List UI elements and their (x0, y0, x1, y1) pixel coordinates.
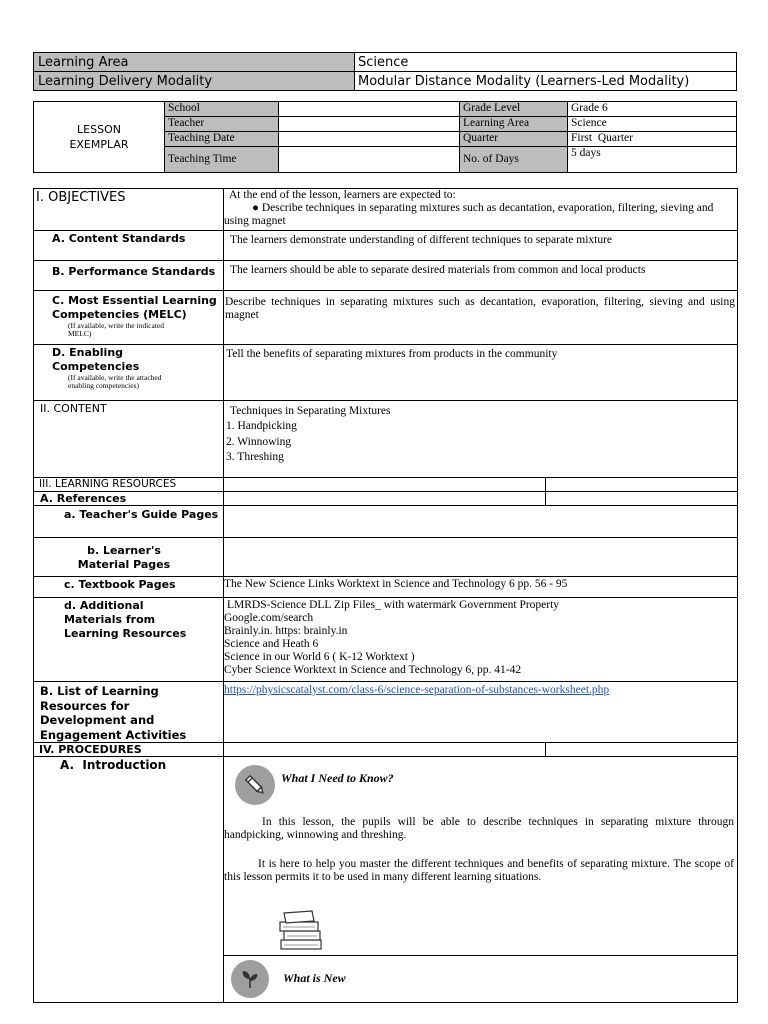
learning-area-value: Science (358, 55, 409, 70)
intro-paragraph-2: It is here to help you master the different techniques and benefits of separating mixture. The scope of this lesson permits it to be used in many different learning situations. (224, 858, 734, 883)
header-table (33, 52, 737, 91)
list-resources-text-cell (224, 682, 738, 743)
list-resources-link[interactable]: https://physicscatalyst.com/class-6/science-separation-of-substances-worksheet.php (224, 684, 610, 696)
teachers-guide-label: a. Teacher's Guide Pages (64, 508, 219, 521)
references-label: A. References (40, 492, 127, 505)
references-blank-1 (224, 492, 546, 506)
learning-area-label-2: Learning Area (460, 117, 568, 132)
enabling-label: D. Enabling Competencies (52, 346, 140, 373)
additional-item-3: Brainly.in. https: brainly.in (224, 625, 348, 637)
additional-label-cell (34, 598, 224, 682)
references-label-cell (34, 492, 224, 506)
learners-material-label: b. Learner's Material Pages (77, 544, 171, 571)
objectives-text-cell (224, 189, 738, 231)
learning-area-label-cell (34, 53, 355, 72)
learning-area-label: Learning Area (38, 55, 129, 70)
content-standards-label: A. Content Standards (52, 232, 186, 245)
list-resources-label-cell (34, 682, 224, 743)
teaching-time-value[interactable] (279, 147, 460, 173)
days-value: 5 days (568, 147, 737, 173)
lesson-title-line2: EXEMPLAR (69, 138, 129, 151)
content-title: Techniques in Separating Mixtures (230, 405, 391, 417)
melc-text: Describe techniques in separating mixtures such as decantation, evaporation, filtering, sieving and using magnet (225, 296, 735, 321)
days-label: No. of Days (460, 147, 568, 173)
textbook-label-cell (34, 577, 224, 598)
objectives-intro: At the end of the lesson, learners are expected to: (229, 189, 456, 201)
introduction-label: A. Introduction (60, 758, 167, 772)
performance-standards-text-cell (224, 261, 738, 291)
teachers-guide-value (224, 506, 738, 538)
grade-level-label: Grade Level (460, 102, 568, 117)
quarter-value: First Quarter (568, 132, 737, 147)
textbook-text: The New Science Links Worktext in Science and Technology 6 pp. 56 - 95 (224, 578, 568, 590)
lesson-info-table (33, 101, 737, 173)
modality-value: Modular Distance Modality (Learners-Led Modality) (358, 74, 690, 89)
teaching-date-label: Teaching Date (165, 132, 279, 147)
content-standards-label-cell (34, 231, 224, 261)
lesson-exemplar-cell (34, 102, 165, 173)
learning-area-value-cell (355, 53, 737, 72)
additional-label: d. Additional Materials from Learning Resources (64, 599, 187, 640)
objectives-bullet: ● Describe techniques in separating mixtures such as decantation, evaporation, filtering, sieving and using magnet (224, 202, 714, 227)
additional-item-4: Science and Heath 6 (224, 638, 319, 650)
procedures-blank-1 (224, 743, 546, 757)
content-heading: II. CONTENT (40, 402, 107, 415)
school-value[interactable] (279, 102, 460, 117)
enabling-label-cell (34, 345, 224, 401)
additional-item-1: LMRDS-Science DLL Zip Files_ with watermark Government Property (227, 599, 560, 611)
need-to-know-title: What I Need to Know? (281, 771, 394, 785)
content-standards-text-cell (224, 231, 738, 261)
intro-paragraph-1: In this lesson, the pupils will be able to describe techniques in separating mixture througn handpicking, winnowing and threshing. (224, 816, 734, 841)
resources-heading-cell (34, 478, 224, 492)
melc-note: (If available, write the indicated MELC) (68, 321, 164, 338)
modality-value-cell (355, 72, 737, 91)
learners-material-label-cell (34, 538, 224, 577)
melc-label-cell (34, 291, 224, 345)
teaching-time-label: Teaching Time (165, 147, 279, 173)
textbook-text-cell (224, 577, 738, 598)
content-item-1: 1. Handpicking (226, 420, 297, 432)
textbook-label: c. Textbook Pages (64, 578, 176, 591)
additional-text-cell (224, 598, 738, 682)
content-item-2: 2. Winnowing (226, 435, 292, 448)
objectives-heading: I. OBJECTIVES (36, 190, 126, 205)
enabling-text-cell (224, 345, 738, 401)
content-item-3: 3. Threshing (226, 451, 284, 463)
quarter-label: Quarter (460, 132, 568, 147)
procedures-heading-cell (34, 743, 224, 757)
additional-item-6: Cyber Science Worktext in Science and Technology 6, pp. 41-42 (224, 664, 522, 676)
objectives-heading-cell (34, 189, 224, 231)
learning-area-value-2: Science (568, 117, 737, 132)
teacher-label: Teacher (165, 117, 279, 132)
performance-standards-label-cell (34, 261, 224, 291)
grade-level-value: Grade 6 (568, 102, 737, 117)
main-table (33, 188, 738, 1003)
introduction-content-cell (224, 757, 738, 1003)
additional-item-2: Google.com/search (224, 612, 314, 624)
books-icon (278, 910, 324, 957)
resources-blank-2 (546, 478, 738, 492)
learners-material-value (224, 538, 738, 577)
content-heading-cell (34, 401, 224, 478)
resources-heading: III. LEARNING RESOURCES (39, 478, 177, 490)
modality-label: Learning Delivery Modality (38, 74, 213, 89)
school-label: School (165, 102, 279, 117)
pencil-icon (235, 765, 275, 805)
resources-blank-1 (224, 478, 546, 492)
enabling-note: (If available, write the attached enabling competencies) (68, 373, 162, 390)
procedures-heading: IV. PROCEDURES (39, 743, 142, 756)
teacher-value[interactable] (279, 117, 460, 132)
enabling-text: Tell the benefits of separating mixtures from products in the community (226, 348, 558, 360)
what-is-new-section (224, 955, 737, 1002)
melc-label: C. Most Essential Learning Competencies (MELC) (52, 294, 217, 321)
list-resources-label: B. List of Learning Resources for Development and Engagement Activities (40, 684, 187, 742)
lesson-title-line1: LESSON (77, 123, 121, 136)
introduction-label-cell (34, 757, 224, 1003)
melc-text-cell (224, 291, 738, 345)
sprout-icon (231, 960, 269, 998)
procedures-blank-2 (546, 743, 738, 757)
performance-standards-label: B. Performance Standards (52, 265, 216, 278)
additional-item-5: Science in our World 6 ( K-12 Worktext ) (224, 651, 415, 663)
teachers-guide-label-cell (34, 506, 224, 538)
references-blank-2 (546, 492, 738, 506)
need-to-know-section (224, 757, 737, 955)
modality-label-cell (34, 72, 355, 91)
teaching-date-value[interactable] (279, 132, 460, 147)
content-text-cell (224, 401, 738, 478)
performance-standards-text: The learners should be able to separate desired materials from common and local products (230, 264, 646, 276)
what-is-new-title: What is New (283, 971, 346, 985)
content-standards-text: The learners demonstrate understanding of different techniques to separate mixture (230, 234, 613, 246)
